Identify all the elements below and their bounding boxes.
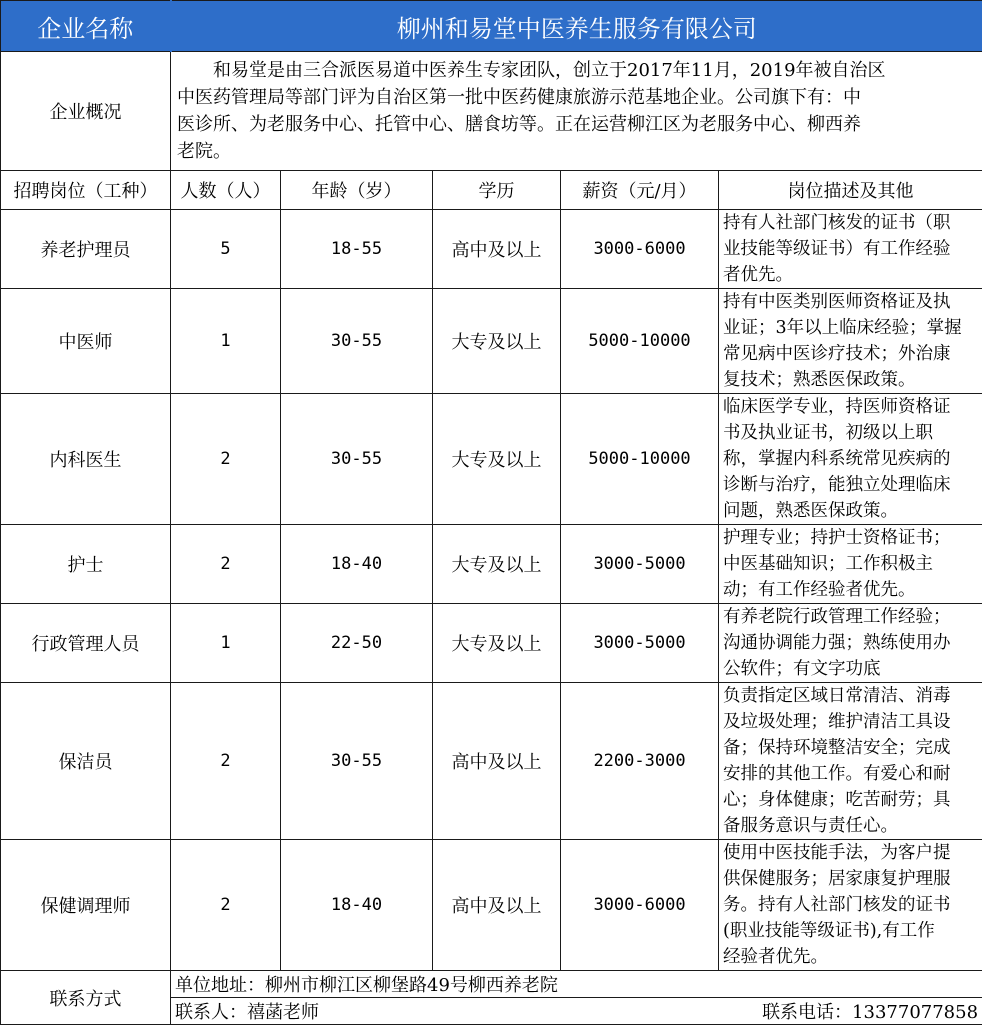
description-line: 业证；3年以上临床经验；掌握 (723, 315, 978, 341)
job-description (719, 840, 982, 971)
overview-row (1, 52, 982, 171)
job-position: 内科医生 (1, 394, 171, 525)
job-description (719, 394, 982, 525)
job-salary: 3000-6000 (561, 840, 719, 971)
contact-person-cell (171, 998, 982, 1025)
job-salary: 3000-6000 (561, 210, 719, 289)
job-position: 保健调理师 (1, 840, 171, 971)
table-row (1, 840, 982, 971)
description-line: 负责指定区域日常清洁、消毒 (723, 683, 978, 709)
job-count: 1 (171, 289, 281, 394)
job-position: 护士 (1, 525, 171, 604)
job-description (719, 683, 982, 840)
column-header-education: 学历 (433, 171, 561, 210)
job-salary: 3000-5000 (561, 604, 719, 683)
overview-line: 医诊所、为老服务中心、托管中心、膳食坊等。正在运营柳江区为老服务中心、柳西养 (177, 111, 976, 138)
contact-person: 联系人：禧菡老师 (175, 998, 319, 1024)
job-position: 中医师 (1, 289, 171, 394)
description-line: 供保健服务；居家康复护理服 (723, 866, 978, 892)
job-education: 高中及以上 (433, 840, 561, 971)
job-age: 18-55 (281, 210, 433, 289)
job-description (719, 210, 982, 289)
table-row (1, 525, 982, 604)
description-line: 中医基础知识；工作积极主 (723, 551, 978, 577)
company-name: 柳州和易堂中医养生服务有限公司 (171, 1, 982, 52)
job-age: 30-55 (281, 394, 433, 525)
table-row (1, 210, 982, 289)
column-header-age: 年龄（岁） (281, 171, 433, 210)
description-line: 问题，熟悉医保政策。 (723, 498, 978, 524)
description-line: 护理专业；持护士资格证书； (723, 525, 978, 551)
description-line: (职业技能等级证书),有工作 (723, 918, 978, 944)
column-header-row (1, 171, 982, 210)
job-salary: 3000-5000 (561, 525, 719, 604)
job-salary: 2200-3000 (561, 683, 719, 840)
description-line: 动；有工作经验者优先。 (723, 577, 978, 603)
job-age: 18-40 (281, 840, 433, 971)
company-name-label: 企业名称 (1, 1, 171, 52)
description-line: 心；身体健康；吃苦耐劳；具 (723, 787, 978, 813)
description-line: 公软件；有文字功底 (723, 656, 978, 682)
contact-person-phone (175, 998, 978, 1024)
column-header-salary: 薪资（元/月） (561, 171, 719, 210)
description-line: 临床医学专业，持医师资格证 (723, 394, 978, 420)
column-header-position: 招聘岗位（工种） (1, 171, 171, 210)
overview-text (171, 52, 982, 171)
overview-line: 和易堂是由三合派医易道中医养生专家团队，创立于2017年11月，2019年被自治区 (177, 57, 976, 84)
job-education: 大专及以上 (433, 289, 561, 394)
description-line: 沟通协调能力强；熟练使用办 (723, 630, 978, 656)
job-count: 2 (171, 840, 281, 971)
job-education: 大专及以上 (433, 604, 561, 683)
description-line: 务。持有人社部门核发的证书 (723, 892, 978, 918)
job-count: 2 (171, 394, 281, 525)
job-age: 22-50 (281, 604, 433, 683)
description-line: 诊断与治疗，能独立处理临床 (723, 472, 978, 498)
description-line: 使用中医技能手法，为客户提 (723, 840, 978, 866)
overview-label: 企业概况 (1, 52, 171, 171)
description-line: 书及执业证书，初级以上职 (723, 420, 978, 446)
job-age: 18-40 (281, 525, 433, 604)
job-salary: 5000-10000 (561, 394, 719, 525)
description-line: 称，掌握内科系统常见疾病的 (723, 446, 978, 472)
job-description (719, 604, 982, 683)
table-row (1, 394, 982, 525)
contact-address: 单位地址：柳州市柳江区柳堡路49号柳西养老院 (171, 971, 982, 998)
job-age: 30-55 (281, 289, 433, 394)
description-line: 复技术；熟悉医保政策。 (723, 367, 978, 393)
description-line: 持有中医类别医师资格证及执 (723, 289, 978, 315)
header-row (1, 1, 982, 52)
job-count: 5 (171, 210, 281, 289)
description-line: 备服务意识与责任心。 (723, 813, 978, 839)
job-description (719, 289, 982, 394)
job-education: 大专及以上 (433, 525, 561, 604)
job-description (719, 525, 982, 604)
job-age: 30-55 (281, 683, 433, 840)
description-line: 常见病中医诊疗技术；外治康 (723, 341, 978, 367)
contact-row-address (1, 971, 982, 998)
job-position: 保洁员 (1, 683, 171, 840)
job-count: 2 (171, 683, 281, 840)
job-position: 养老护理员 (1, 210, 171, 289)
job-education: 大专及以上 (433, 394, 561, 525)
description-line: 安排的其他工作。有爱心和耐 (723, 761, 978, 787)
column-header-description: 岗位描述及其他 (719, 171, 982, 210)
description-line: 备；保持环境整洁安全；完成 (723, 735, 978, 761)
column-header-count: 人数（人） (171, 171, 281, 210)
description-line: 持有人社部门核发的证书（职 (723, 210, 978, 236)
job-count: 1 (171, 604, 281, 683)
description-line: 者优先。 (723, 262, 978, 288)
table-row (1, 604, 982, 683)
job-education: 高中及以上 (433, 683, 561, 840)
description-line: 经验者优先。 (723, 944, 978, 970)
table-row (1, 683, 982, 840)
job-position: 行政管理人员 (1, 604, 171, 683)
description-line: 有养老院行政管理工作经验； (723, 604, 978, 630)
description-line: 业技能等级证书）有工作经验 (723, 236, 978, 262)
contact-phone: 联系电话：13377077858 (762, 998, 978, 1024)
job-salary: 5000-10000 (561, 289, 719, 394)
overview-line: 老院。 (177, 138, 976, 165)
overview-line: 中医药管理局等部门评为自治区第一批中医药健康旅游示范基地企业。公司旗下有：中 (177, 84, 976, 111)
table-row (1, 289, 982, 394)
job-education: 高中及以上 (433, 210, 561, 289)
contact-label: 联系方式 (1, 971, 171, 1025)
job-count: 2 (171, 525, 281, 604)
description-line: 及垃圾处理；维护清洁工具设 (723, 709, 978, 735)
